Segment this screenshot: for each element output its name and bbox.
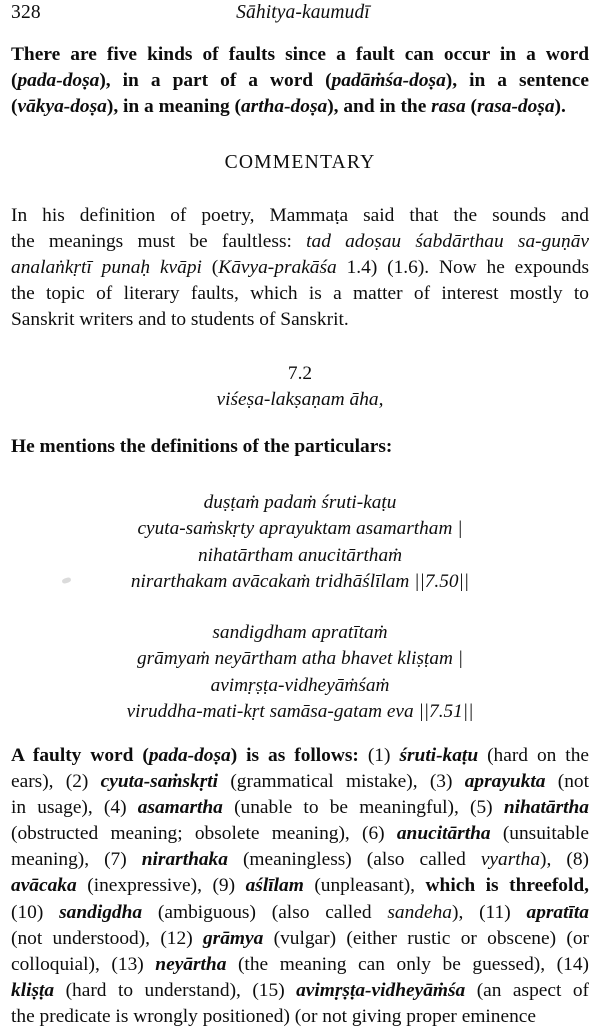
fault-3-aprayukta: aprayukta [464, 771, 546, 793]
commentary-line-1: In his definition of poetry, Mammaṭa said that the sounds and [11, 205, 589, 226]
commentary-paragraph [11, 203, 589, 333]
faults-line-10: kliṣṭa (hard to understand), (15) avimṛṣṭa-vidheyāṁśa (an aspect of [11, 979, 589, 1001]
commentary-line-2: the meanings must be faultless: tad adoṣau śabdārthau sa-guṇāv [11, 231, 589, 253]
verse-7-50-line-4: nirarthakam avācakaṁ tridhāślīlam ||7.50|| [130, 570, 470, 592]
verse-7-50 [11, 490, 589, 595]
verse-7-50-line-3: nihatārtham anucitārthaṁ [197, 544, 403, 566]
fault-9-aslilam: aślīlam [245, 875, 304, 897]
alt-name-vyartha: vyartha [480, 849, 541, 871]
term-artha-dosa: artha-doṣa [240, 96, 328, 118]
fault-12-gramya: grāmya [202, 927, 264, 949]
faults-line-11: the predicate is wrongly positioned) (or not giving proper eminence [11, 1005, 537, 1027]
term-pada-dosa-gloss: pada-doṣa [148, 745, 231, 766]
fault-5-nihatartha: nihatārtha [503, 797, 589, 819]
term-rasa: rasa [431, 96, 466, 118]
fault-15-avimrsta-vidheyamsa: avimṛṣṭa-vidheyāṁśa [296, 979, 466, 1001]
sanskrit-quote-part-2: analaṅkṛtī punaḥ kvāpi [11, 257, 202, 279]
faults-line-8: (not understood), (12) grāmya (vulgar) (either rustic or obscene) (or [11, 927, 589, 949]
fault-10-sandigdha: sandigdha [59, 901, 143, 923]
page-number: 328 [11, 2, 41, 23]
faults-line-5: meaning), (7) nirarthaka (meaningless) (also called vyartha), (8) [11, 849, 589, 871]
faults-line-4: (obstructed meaning; obsolete meaning), (6) anucitārtha (unsuitable [11, 823, 589, 845]
term-rasa-dosa: rasa-doṣa [476, 96, 555, 118]
verse-7-51-line-3: avimṛṣṭa-vidheyāṁśaṁ [210, 674, 390, 696]
fault-7-nirarthaka: nirarthaka [141, 849, 228, 871]
verse-7-50-line-2: cyuta-saṁskṛty aprayuktam asamartham | [137, 518, 463, 540]
fault-6-anucitartha: anucitārtha [396, 823, 491, 845]
faults-line-3: in usage), (4) asamartha (unable to be meaningful), (5) nihatārtha [11, 797, 589, 819]
fault-14-klista: kliṣṭa [11, 979, 55, 1001]
fault-4-asamartha: asamartha [137, 797, 223, 819]
alt-name-sandeha: sandeha [387, 901, 452, 923]
fault-1-sruti-katu: śruti-kaṭu [399, 745, 479, 766]
verse-7-51-line-4: viruddha-mati-kṛt samāsa-gatam eva ||7.51|| [126, 700, 474, 722]
verse-7-51 [11, 620, 589, 725]
faults-paragraph [11, 743, 589, 1030]
faults-line-7: (10) sandigdha (ambiguous) (also called sandeha), (11) apratīta [11, 901, 589, 923]
verse-7-51-line-1: sandigdham apratītaṁ [212, 622, 388, 643]
term-padamsa-dosa: padāṁśa-doṣa [331, 70, 446, 92]
citation-kavya-prakasa: Kāvya-prakāśa [218, 257, 337, 279]
section-number: 7.2 [287, 363, 313, 384]
term-vakya-dosa: vākya-doṣa [17, 96, 107, 118]
translation-line-1: There are five kinds of faults since a fault can occur in a word [11, 44, 589, 65]
note-threefold: which is threefold, [425, 875, 589, 897]
fault-13-neyartha: neyārtha [155, 953, 227, 975]
commentary-line-4: the topic of literary faults, which is a matter of interest mostly to [11, 283, 589, 305]
book-title: Sāhitya-kaumudī [236, 2, 370, 23]
commentary-line-3: analaṅkṛtī punaḥ kvāpi (Kāvya-prakāśa 1.4) (1.6). Now he expounds [11, 257, 589, 279]
translation-paragraph [11, 42, 589, 120]
faults-line-9: colloquial), (13) neyārtha (the meaning can only be guessed), (14) [11, 953, 589, 975]
fault-8-avacaka: avācaka [11, 875, 77, 897]
section-lead-in: He mentions the definitions of the particulars: [11, 436, 393, 457]
fault-2-cyuta-samskrti: cyuta-saṁskṛti [100, 771, 219, 793]
translation-line-3: (vākya-doṣa), in a meaning (artha-doṣa), and in the rasa (rasa-doṣa). [11, 96, 566, 118]
sanskrit-quote-part-1: tad adoṣau śabdārthau sa-guṇāv [306, 231, 589, 253]
verse-7-51-line-2: grāmyaṁ neyārtham atha bhavet kliṣṭam | [136, 648, 464, 670]
faults-line-6: avācaka (inexpressive), (9) aślīlam (unpleasant), which is threefold, [11, 875, 589, 897]
faults-line-1: A faulty word (pada-doṣa) is as follows: (1) śruti-kaṭu (hard on the [11, 745, 589, 766]
translation-line-2: (pada-doṣa), in a part of a word (padāṁśa-doṣa), in a sentence [11, 70, 589, 92]
running-head [11, 2, 589, 26]
fault-11-apratita: apratīta [526, 901, 589, 923]
section-sutra: viśeṣa-lakṣaṇam āha, [216, 389, 384, 410]
faults-line-2: ears), (2) cyuta-saṁskṛti (grammatical mistake), (3) aprayukta (not [11, 771, 589, 793]
commentary-line-5: Sanskrit writers and to students of Sanskrit. [11, 309, 349, 331]
term-pada-dosa: pada-doṣa [17, 70, 100, 92]
verse-7-50-line-1: duṣṭaṁ padaṁ śruti-kaṭu [203, 492, 397, 513]
commentary-heading: COMMENTARY [224, 152, 376, 173]
